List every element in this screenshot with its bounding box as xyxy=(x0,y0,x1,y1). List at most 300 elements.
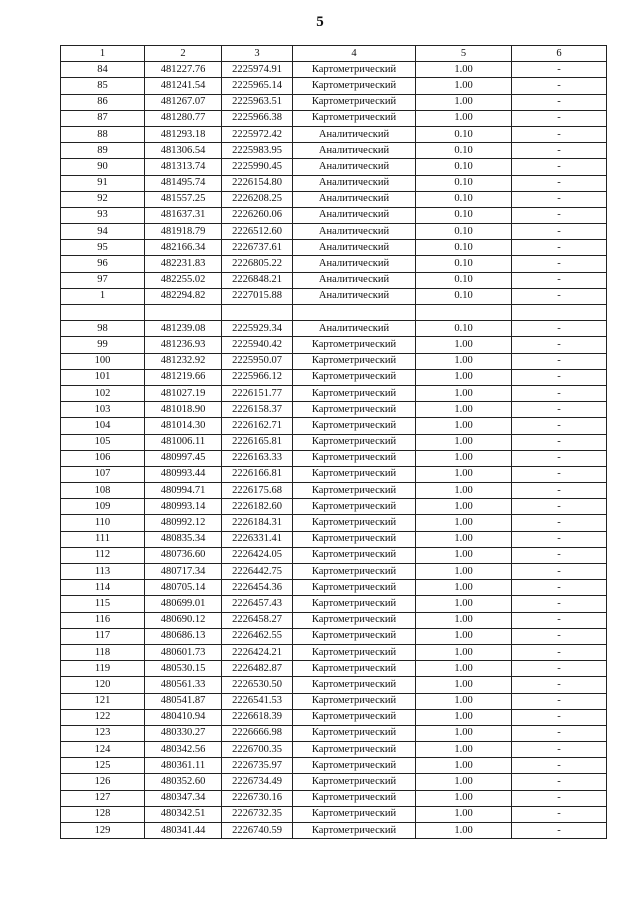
method-cell: Картометрический xyxy=(293,564,416,580)
accuracy-cell: 1.00 xyxy=(416,450,512,466)
y-coordinate-cell: 2226700.35 xyxy=(222,742,293,758)
y-coordinate-cell: 2226208.25 xyxy=(222,191,293,207)
y-coordinate-cell: 2226666.98 xyxy=(222,725,293,741)
table-row xyxy=(61,62,607,78)
x-coordinate-cell: 480994.71 xyxy=(145,483,222,499)
point-number-cell: 92 xyxy=(61,191,145,207)
note-cell: - xyxy=(512,450,607,466)
point-number-cell: 91 xyxy=(61,175,145,191)
x-coordinate-cell: 482166.34 xyxy=(145,240,222,256)
y-coordinate-cell: 2225965.14 xyxy=(222,78,293,94)
point-number-cell: 100 xyxy=(61,353,145,369)
y-coordinate-cell: 2226618.39 xyxy=(222,709,293,725)
method-cell: Картометрический xyxy=(293,644,416,660)
method-cell: Аналитический xyxy=(293,175,416,191)
point-number-cell: 93 xyxy=(61,207,145,223)
table-row xyxy=(61,742,607,758)
note-cell: - xyxy=(512,628,607,644)
x-coordinate-cell: 480342.51 xyxy=(145,806,222,822)
method-cell: Картометрический xyxy=(293,337,416,353)
note-cell: - xyxy=(512,240,607,256)
note-cell: - xyxy=(512,288,607,304)
x-coordinate-cell: 480561.33 xyxy=(145,677,222,693)
note-cell: - xyxy=(512,823,607,839)
table-row xyxy=(61,126,607,142)
point-number-cell: 126 xyxy=(61,774,145,790)
y-coordinate-cell: 2226454.36 xyxy=(222,580,293,596)
accuracy-cell: 1.00 xyxy=(416,434,512,450)
table-spacer-row xyxy=(61,305,607,321)
x-coordinate-cell xyxy=(145,305,222,321)
x-coordinate-cell: 480705.14 xyxy=(145,580,222,596)
table-row xyxy=(61,434,607,450)
x-coordinate-cell: 481293.18 xyxy=(145,126,222,142)
method-cell: Картометрический xyxy=(293,612,416,628)
note-cell: - xyxy=(512,224,607,240)
accuracy-cell: 1.00 xyxy=(416,110,512,126)
method-cell: Картометрический xyxy=(293,369,416,385)
accuracy-cell: 1.00 xyxy=(416,742,512,758)
note-cell: - xyxy=(512,806,607,822)
accuracy-cell: 0.10 xyxy=(416,321,512,337)
y-coordinate-cell: 2226457.43 xyxy=(222,596,293,612)
point-number-cell: 114 xyxy=(61,580,145,596)
point-number-cell: 123 xyxy=(61,725,145,741)
note-cell: - xyxy=(512,758,607,774)
accuracy-cell xyxy=(416,305,512,321)
y-coordinate-cell: 2226734.49 xyxy=(222,774,293,790)
table-row xyxy=(61,677,607,693)
note-cell: - xyxy=(512,466,607,482)
point-number-cell: 112 xyxy=(61,547,145,563)
note-cell: - xyxy=(512,434,607,450)
method-cell: Картометрический xyxy=(293,580,416,596)
x-coordinate-cell: 480992.12 xyxy=(145,515,222,531)
method-cell: Картометрический xyxy=(293,806,416,822)
x-coordinate-cell: 481267.07 xyxy=(145,94,222,110)
table-row xyxy=(61,353,607,369)
note-cell: - xyxy=(512,790,607,806)
point-number-cell: 125 xyxy=(61,758,145,774)
method-cell: Аналитический xyxy=(293,288,416,304)
method-cell: Картометрический xyxy=(293,742,416,758)
y-coordinate-cell: 2226732.35 xyxy=(222,806,293,822)
x-coordinate-cell: 480541.87 xyxy=(145,693,222,709)
method-cell: Картометрический xyxy=(293,418,416,434)
y-coordinate-cell: 2226163.33 xyxy=(222,450,293,466)
accuracy-cell: 1.00 xyxy=(416,78,512,94)
note-cell: - xyxy=(512,547,607,563)
accuracy-cell: 1.00 xyxy=(416,369,512,385)
point-number-cell: 94 xyxy=(61,224,145,240)
table-row xyxy=(61,612,607,628)
method-cell: Картометрический xyxy=(293,450,416,466)
x-coordinate-cell: 481006.11 xyxy=(145,434,222,450)
table-row xyxy=(61,337,607,353)
y-coordinate-cell: 2226166.81 xyxy=(222,466,293,482)
table-row xyxy=(61,450,607,466)
x-coordinate-cell: 481241.54 xyxy=(145,78,222,94)
x-coordinate-cell: 480690.12 xyxy=(145,612,222,628)
method-cell: Картометрический xyxy=(293,515,416,531)
y-coordinate-cell: 2226737.61 xyxy=(222,240,293,256)
table-row xyxy=(61,596,607,612)
note-cell: - xyxy=(512,580,607,596)
note-cell: - xyxy=(512,661,607,677)
method-cell: Картометрический xyxy=(293,466,416,482)
y-coordinate-cell: 2226541.53 xyxy=(222,693,293,709)
point-number-cell: 109 xyxy=(61,499,145,515)
point-number-cell: 110 xyxy=(61,515,145,531)
accuracy-cell: 0.10 xyxy=(416,288,512,304)
table-row xyxy=(61,143,607,159)
point-number-cell: 88 xyxy=(61,126,145,142)
accuracy-cell: 0.10 xyxy=(416,272,512,288)
y-coordinate-cell: 2225950.07 xyxy=(222,353,293,369)
x-coordinate-cell: 480347.34 xyxy=(145,790,222,806)
table-row xyxy=(61,725,607,741)
y-coordinate-cell: 2226530.50 xyxy=(222,677,293,693)
table-row xyxy=(61,580,607,596)
x-coordinate-cell: 480736.60 xyxy=(145,547,222,563)
y-coordinate-cell: 2226184.31 xyxy=(222,515,293,531)
y-coordinate-cell: 2226175.68 xyxy=(222,483,293,499)
y-coordinate-cell: 2226730.16 xyxy=(222,790,293,806)
accuracy-cell: 0.10 xyxy=(416,126,512,142)
note-cell: - xyxy=(512,499,607,515)
accuracy-cell: 1.00 xyxy=(416,337,512,353)
accuracy-cell: 1.00 xyxy=(416,709,512,725)
point-number-cell: 116 xyxy=(61,612,145,628)
column-header: 4 xyxy=(293,46,416,62)
y-coordinate-cell: 2227015.88 xyxy=(222,288,293,304)
accuracy-cell: 1.00 xyxy=(416,466,512,482)
y-coordinate-cell: 2226260.06 xyxy=(222,207,293,223)
note-cell: - xyxy=(512,272,607,288)
accuracy-cell: 1.00 xyxy=(416,644,512,660)
method-cell: Аналитический xyxy=(293,224,416,240)
accuracy-cell: 0.10 xyxy=(416,240,512,256)
note-cell: - xyxy=(512,159,607,175)
x-coordinate-cell: 480993.14 xyxy=(145,499,222,515)
point-number-cell: 124 xyxy=(61,742,145,758)
x-coordinate-cell: 481918.79 xyxy=(145,224,222,240)
accuracy-cell: 1.00 xyxy=(416,790,512,806)
point-number-cell: 103 xyxy=(61,402,145,418)
column-header: 3 xyxy=(222,46,293,62)
table-row xyxy=(61,709,607,725)
method-cell: Картометрический xyxy=(293,677,416,693)
accuracy-cell: 1.00 xyxy=(416,418,512,434)
x-coordinate-cell: 481014.30 xyxy=(145,418,222,434)
table-row xyxy=(61,175,607,191)
y-coordinate-cell: 2226158.37 xyxy=(222,402,293,418)
method-cell: Картометрический xyxy=(293,823,416,839)
method-cell: Картометрический xyxy=(293,434,416,450)
accuracy-cell: 0.10 xyxy=(416,207,512,223)
point-number-cell: 107 xyxy=(61,466,145,482)
table-row xyxy=(61,402,607,418)
note-cell: - xyxy=(512,207,607,223)
y-coordinate-cell: 2225966.38 xyxy=(222,110,293,126)
point-number-cell: 101 xyxy=(61,369,145,385)
table-row xyxy=(61,418,607,434)
table-row xyxy=(61,790,607,806)
point-number-cell: 127 xyxy=(61,790,145,806)
point-number-cell: 121 xyxy=(61,693,145,709)
table-row xyxy=(61,110,607,126)
method-cell: Картометрический xyxy=(293,62,416,78)
y-coordinate-cell: 2226165.81 xyxy=(222,434,293,450)
method-cell: Картометрический xyxy=(293,725,416,741)
accuracy-cell: 1.00 xyxy=(416,612,512,628)
note-cell: - xyxy=(512,143,607,159)
point-number-cell: 104 xyxy=(61,418,145,434)
point-number-cell: 95 xyxy=(61,240,145,256)
note-cell: - xyxy=(512,531,607,547)
method-cell: Аналитический xyxy=(293,191,416,207)
point-number-cell: 90 xyxy=(61,159,145,175)
x-coordinate-cell: 481018.90 xyxy=(145,402,222,418)
x-coordinate-cell: 480530.15 xyxy=(145,661,222,677)
note-cell: - xyxy=(512,564,607,580)
table-row xyxy=(61,288,607,304)
y-coordinate-cell: 2226482.87 xyxy=(222,661,293,677)
note-cell: - xyxy=(512,709,607,725)
note-cell: - xyxy=(512,644,607,660)
accuracy-cell: 1.00 xyxy=(416,385,512,401)
point-number-cell: 119 xyxy=(61,661,145,677)
point-number-cell: 118 xyxy=(61,644,145,660)
accuracy-cell: 1.00 xyxy=(416,353,512,369)
note-cell xyxy=(512,305,607,321)
x-coordinate-cell: 481557.25 xyxy=(145,191,222,207)
x-coordinate-cell: 480997.45 xyxy=(145,450,222,466)
table-row xyxy=(61,774,607,790)
x-coordinate-cell: 480601.73 xyxy=(145,644,222,660)
y-coordinate-cell: 2226424.21 xyxy=(222,644,293,660)
method-cell: Картометрический xyxy=(293,531,416,547)
accuracy-cell: 1.00 xyxy=(416,580,512,596)
note-cell: - xyxy=(512,94,607,110)
method-cell: Аналитический xyxy=(293,272,416,288)
point-number-cell: 96 xyxy=(61,256,145,272)
table-row xyxy=(61,78,607,94)
method-cell: Картометрический xyxy=(293,94,416,110)
column-header: 6 xyxy=(512,46,607,62)
table-row xyxy=(61,547,607,563)
table-row xyxy=(61,531,607,547)
point-number-cell: 98 xyxy=(61,321,145,337)
note-cell: - xyxy=(512,742,607,758)
method-cell: Аналитический xyxy=(293,321,416,337)
note-cell: - xyxy=(512,110,607,126)
point-number-cell: 89 xyxy=(61,143,145,159)
accuracy-cell: 0.10 xyxy=(416,256,512,272)
note-cell: - xyxy=(512,483,607,499)
y-coordinate-cell: 2226154.80 xyxy=(222,175,293,191)
note-cell: - xyxy=(512,369,607,385)
x-coordinate-cell: 481637.31 xyxy=(145,207,222,223)
page-number: 5 xyxy=(316,14,324,30)
method-cell: Аналитический xyxy=(293,126,416,142)
column-header: 1 xyxy=(61,46,145,62)
x-coordinate-cell: 481232.92 xyxy=(145,353,222,369)
table-row xyxy=(61,256,607,272)
table-row xyxy=(61,159,607,175)
y-coordinate-cell: 2226162.71 xyxy=(222,418,293,434)
method-cell: Аналитический xyxy=(293,207,416,223)
point-number-cell: 102 xyxy=(61,385,145,401)
accuracy-cell: 1.00 xyxy=(416,806,512,822)
table-row xyxy=(61,499,607,515)
method-cell xyxy=(293,305,416,321)
method-cell: Картометрический xyxy=(293,774,416,790)
method-cell: Аналитический xyxy=(293,256,416,272)
point-number-cell: 117 xyxy=(61,628,145,644)
note-cell: - xyxy=(512,78,607,94)
x-coordinate-cell: 480686.13 xyxy=(145,628,222,644)
accuracy-cell: 1.00 xyxy=(416,499,512,515)
table-row xyxy=(61,661,607,677)
column-header: 2 xyxy=(145,46,222,62)
coordinates-table xyxy=(60,45,607,839)
method-cell: Картометрический xyxy=(293,758,416,774)
accuracy-cell: 1.00 xyxy=(416,564,512,580)
point-number-cell: 128 xyxy=(61,806,145,822)
point-number-cell: 99 xyxy=(61,337,145,353)
x-coordinate-cell: 480699.01 xyxy=(145,596,222,612)
table-row xyxy=(61,207,607,223)
method-cell: Аналитический xyxy=(293,240,416,256)
x-coordinate-cell: 481306.54 xyxy=(145,143,222,159)
y-coordinate-cell: 2225966.12 xyxy=(222,369,293,385)
x-coordinate-cell: 481027.19 xyxy=(145,385,222,401)
accuracy-cell: 0.10 xyxy=(416,175,512,191)
accuracy-cell: 1.00 xyxy=(416,677,512,693)
x-coordinate-cell: 480342.56 xyxy=(145,742,222,758)
y-coordinate-cell: 2226512.60 xyxy=(222,224,293,240)
method-cell: Картометрический xyxy=(293,596,416,612)
point-number-cell: 85 xyxy=(61,78,145,94)
table-row xyxy=(61,758,607,774)
accuracy-cell: 1.00 xyxy=(416,596,512,612)
accuracy-cell: 1.00 xyxy=(416,628,512,644)
column-header: 5 xyxy=(416,46,512,62)
note-cell: - xyxy=(512,677,607,693)
x-coordinate-cell: 480330.27 xyxy=(145,725,222,741)
table-row xyxy=(61,94,607,110)
accuracy-cell: 1.00 xyxy=(416,758,512,774)
method-cell: Картометрический xyxy=(293,709,416,725)
table-row xyxy=(61,240,607,256)
note-cell: - xyxy=(512,62,607,78)
accuracy-cell: 0.10 xyxy=(416,224,512,240)
point-number-cell: 1 xyxy=(61,288,145,304)
y-coordinate-cell: 2226424.05 xyxy=(222,547,293,563)
point-number-cell xyxy=(61,305,145,321)
note-cell: - xyxy=(512,774,607,790)
table-body xyxy=(61,62,607,839)
table-header-row xyxy=(61,46,607,62)
method-cell: Картометрический xyxy=(293,499,416,515)
note-cell: - xyxy=(512,191,607,207)
note-cell: - xyxy=(512,402,607,418)
point-number-cell: 87 xyxy=(61,110,145,126)
x-coordinate-cell: 480835.34 xyxy=(145,531,222,547)
note-cell: - xyxy=(512,596,607,612)
accuracy-cell: 1.00 xyxy=(416,515,512,531)
table-row xyxy=(61,224,607,240)
note-cell: - xyxy=(512,321,607,337)
method-cell: Картометрический xyxy=(293,385,416,401)
x-coordinate-cell: 480410.94 xyxy=(145,709,222,725)
point-number-cell: 105 xyxy=(61,434,145,450)
y-coordinate-cell: 2226740.59 xyxy=(222,823,293,839)
table-row xyxy=(61,483,607,499)
note-cell: - xyxy=(512,337,607,353)
x-coordinate-cell: 481239.08 xyxy=(145,321,222,337)
table-row xyxy=(61,806,607,822)
table-row xyxy=(61,466,607,482)
x-coordinate-cell: 481236.93 xyxy=(145,337,222,353)
y-coordinate-cell: 2226151.77 xyxy=(222,385,293,401)
table-row xyxy=(61,369,607,385)
x-coordinate-cell: 481280.77 xyxy=(145,110,222,126)
method-cell: Картометрический xyxy=(293,402,416,418)
y-coordinate-cell: 2225963.51 xyxy=(222,94,293,110)
y-coordinate-cell xyxy=(222,305,293,321)
x-coordinate-cell: 480352.60 xyxy=(145,774,222,790)
table-row xyxy=(61,515,607,531)
method-cell: Картометрический xyxy=(293,628,416,644)
table-row xyxy=(61,644,607,660)
accuracy-cell: 0.10 xyxy=(416,143,512,159)
accuracy-cell: 0.10 xyxy=(416,191,512,207)
y-coordinate-cell: 2225990.45 xyxy=(222,159,293,175)
y-coordinate-cell: 2225983.95 xyxy=(222,143,293,159)
x-coordinate-cell: 480361.11 xyxy=(145,758,222,774)
y-coordinate-cell: 2225940.42 xyxy=(222,337,293,353)
y-coordinate-cell: 2225929.34 xyxy=(222,321,293,337)
accuracy-cell: 1.00 xyxy=(416,483,512,499)
point-number-cell: 122 xyxy=(61,709,145,725)
y-coordinate-cell: 2226442.75 xyxy=(222,564,293,580)
x-coordinate-cell: 481219.66 xyxy=(145,369,222,385)
note-cell: - xyxy=(512,418,607,434)
table-row xyxy=(61,385,607,401)
method-cell: Аналитический xyxy=(293,143,416,159)
note-cell: - xyxy=(512,725,607,741)
x-coordinate-cell: 481227.76 xyxy=(145,62,222,78)
y-coordinate-cell: 2226331.41 xyxy=(222,531,293,547)
point-number-cell: 120 xyxy=(61,677,145,693)
accuracy-cell: 1.00 xyxy=(416,774,512,790)
table-row xyxy=(61,321,607,337)
point-number-cell: 111 xyxy=(61,531,145,547)
note-cell: - xyxy=(512,515,607,531)
point-number-cell: 129 xyxy=(61,823,145,839)
x-coordinate-cell: 482294.82 xyxy=(145,288,222,304)
x-coordinate-cell: 481495.74 xyxy=(145,175,222,191)
y-coordinate-cell: 2225974.91 xyxy=(222,62,293,78)
method-cell: Картометрический xyxy=(293,78,416,94)
method-cell: Картометрический xyxy=(293,661,416,677)
method-cell: Картометрический xyxy=(293,483,416,499)
accuracy-cell: 1.00 xyxy=(416,547,512,563)
note-cell: - xyxy=(512,126,607,142)
x-coordinate-cell: 480341.44 xyxy=(145,823,222,839)
